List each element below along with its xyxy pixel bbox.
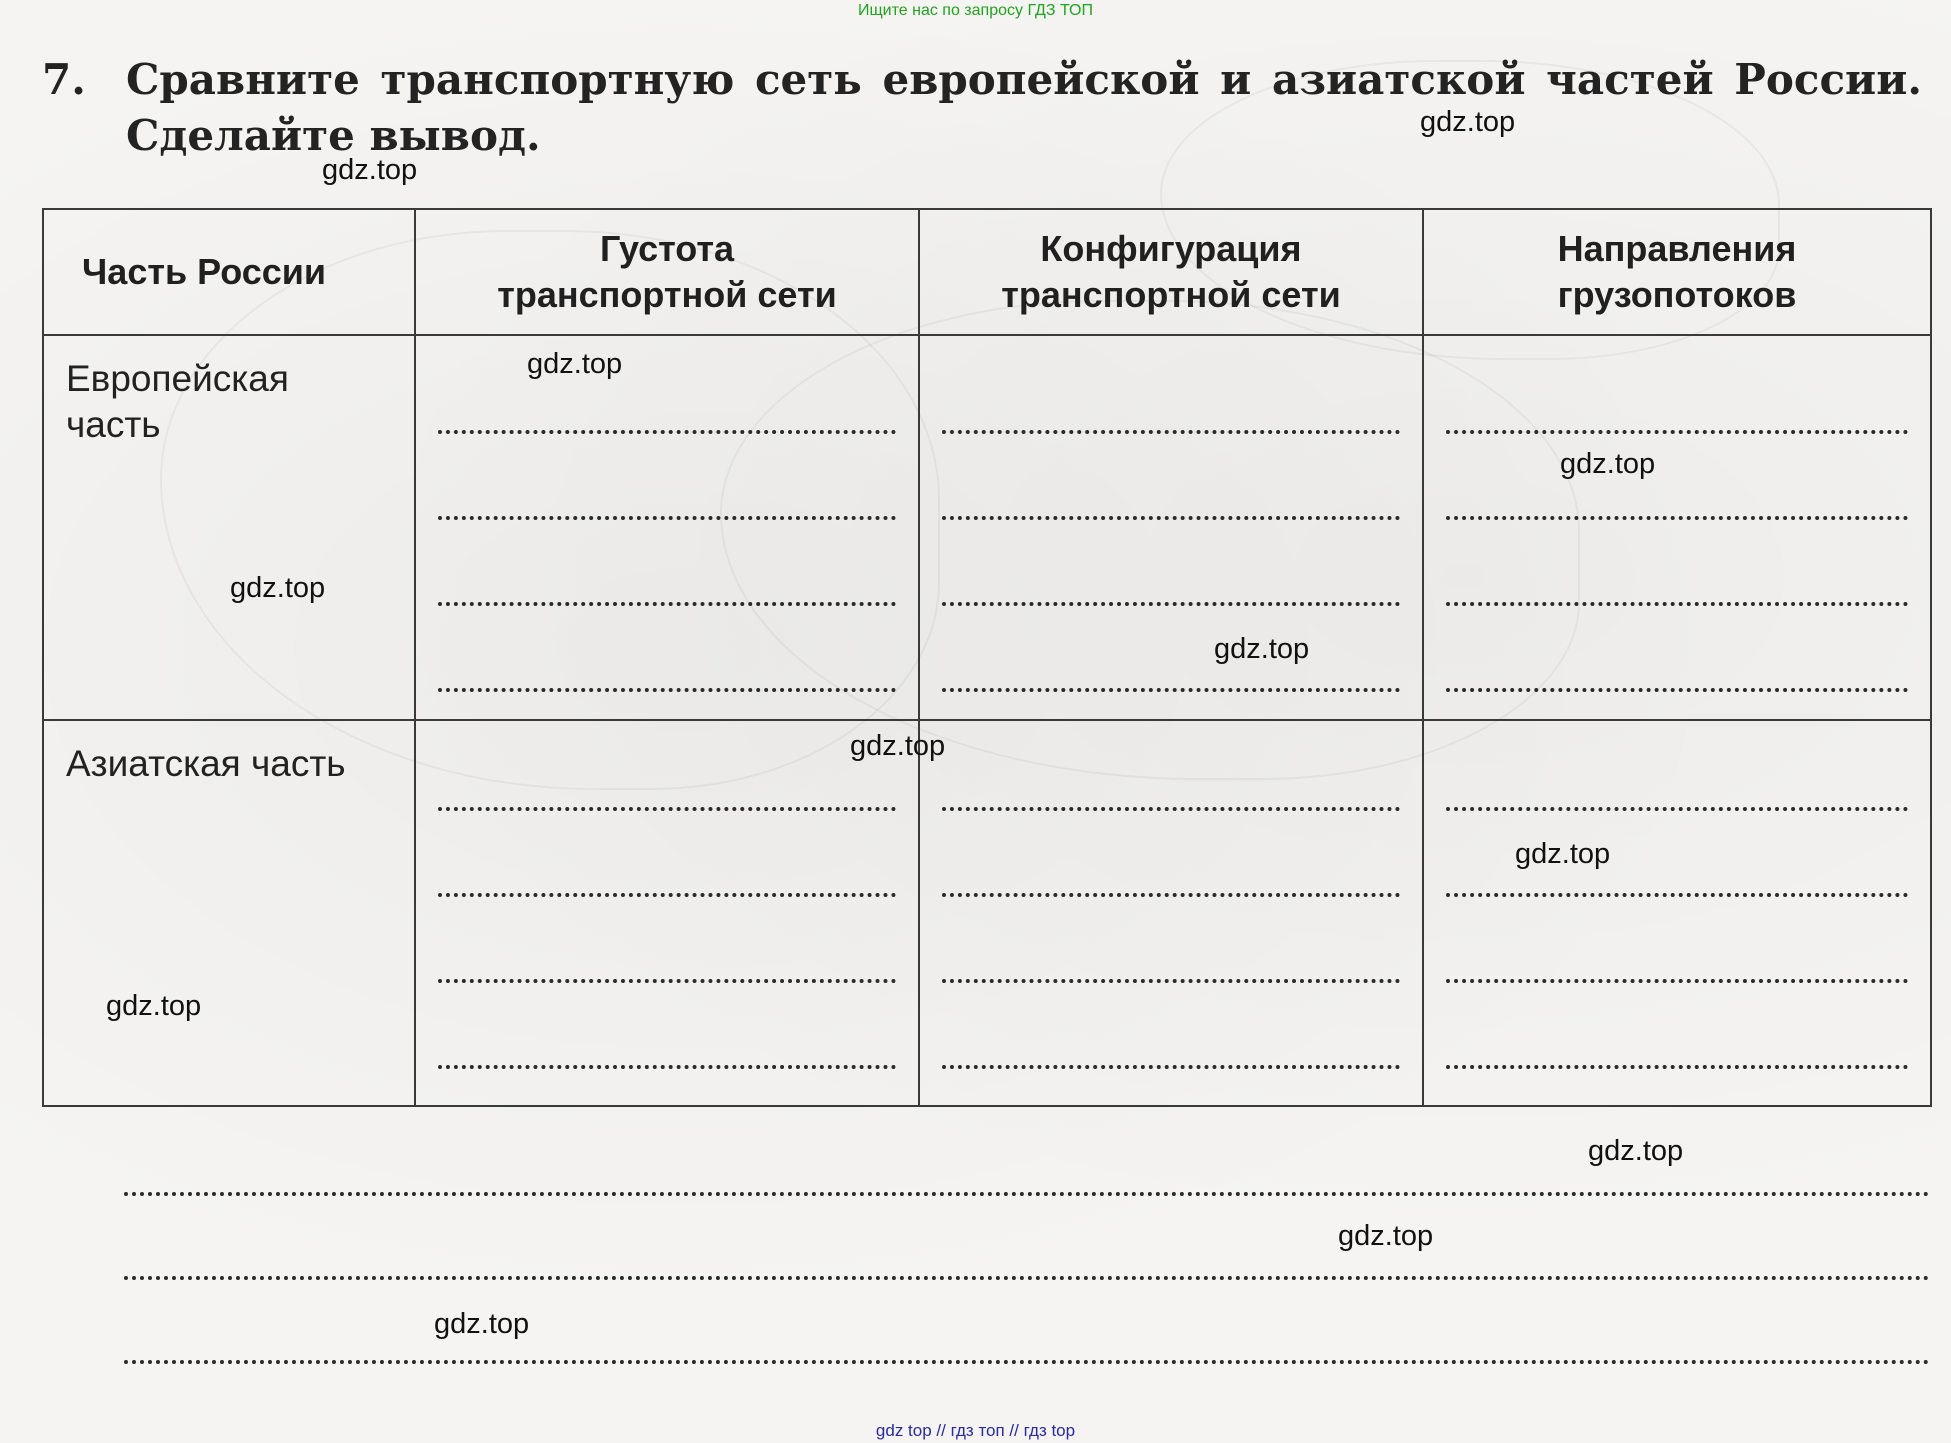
- answer-dotted-line: [942, 893, 1400, 897]
- answer-dotted-line: [438, 807, 896, 811]
- answer-dotted-line: [438, 1065, 896, 1069]
- answer-dotted-line: [942, 1065, 1400, 1069]
- task-text-line-1: [126, 52, 1922, 108]
- task-word: частей: [1546, 55, 1714, 104]
- watermark: gdz.top: [1338, 1220, 1434, 1252]
- task-word: России.: [1734, 55, 1922, 104]
- header-label: Часть России: [82, 251, 327, 292]
- answer-dotted-line: [942, 807, 1400, 811]
- task-word: и: [1220, 55, 1252, 104]
- row-label-european: [43, 335, 415, 720]
- answer-dotted-line: [1446, 688, 1908, 692]
- watermark: gdz.top: [1588, 1135, 1684, 1167]
- row-label-text: Европейская: [66, 358, 289, 399]
- task-word: сеть: [754, 55, 862, 104]
- conclusion-dotted-line[interactable]: [124, 1360, 1930, 1364]
- table-row-asian: [43, 720, 1931, 1106]
- watermark: gdz.top: [106, 990, 202, 1022]
- watermark: gdz.top: [1214, 633, 1310, 665]
- answer-dotted-line: [438, 688, 896, 692]
- top-banner[interactable]: Ищите нас по запросу ГДЗ ТОП: [858, 2, 1093, 19]
- answer-dotted-line: [1446, 1065, 1908, 1069]
- answer-dotted-line: [438, 979, 896, 983]
- answer-cell-european-directions[interactable]: [1423, 335, 1931, 720]
- answer-cell-asian-density[interactable]: [415, 720, 919, 1106]
- watermark: gdz.top: [1420, 106, 1516, 138]
- answer-dotted-line: [942, 688, 1400, 692]
- header-label: Направления: [1557, 228, 1797, 269]
- row-label-asian: [43, 720, 415, 1106]
- answer-dotted-line: [942, 602, 1400, 606]
- task-number: 7.: [42, 55, 86, 104]
- header-part-of-russia: [43, 209, 415, 335]
- row-label-text: Азиатская часть: [66, 743, 346, 784]
- header-label: грузопотоков: [1557, 274, 1797, 315]
- comparison-table: [42, 208, 1932, 1107]
- watermark: gdz.top: [322, 154, 418, 186]
- answer-dotted-line: [438, 430, 896, 434]
- watermark: gdz.top: [434, 1308, 530, 1340]
- watermark: gdz.top: [1560, 448, 1656, 480]
- header-label: транспортной сети: [1001, 274, 1341, 315]
- header-label: Густота: [599, 228, 735, 269]
- answer-cell-asian-directions[interactable]: [1423, 720, 1931, 1106]
- answer-cell-european-density[interactable]: [415, 335, 919, 720]
- answer-dotted-line: [438, 893, 896, 897]
- watermark: gdz.top: [230, 572, 326, 604]
- answer-dotted-line: [1446, 893, 1908, 897]
- task-word: транспортную: [380, 55, 735, 104]
- answer-dotted-line: [1446, 602, 1908, 606]
- answer-dotted-line: [942, 516, 1400, 520]
- task-text-line-2: Сделайте вывод.: [126, 111, 541, 160]
- task-word: европейской: [882, 55, 1200, 104]
- watermark: gdz.top: [850, 730, 946, 762]
- header-label: Конфигурация: [1040, 228, 1302, 269]
- header-label: транспортной сети: [497, 274, 837, 315]
- answer-dotted-line: [438, 516, 896, 520]
- answer-cell-european-configuration[interactable]: [919, 335, 1423, 720]
- answer-dotted-line: [1446, 807, 1908, 811]
- table-row-european: [43, 335, 1931, 720]
- header-network-density: [415, 209, 919, 335]
- watermark: gdz.top: [1515, 838, 1611, 870]
- answer-dotted-line: [1446, 516, 1908, 520]
- answer-cell-asian-configuration[interactable]: [919, 720, 1423, 1106]
- row-label-text: часть: [66, 404, 161, 445]
- task-word: Сравните: [126, 55, 360, 104]
- header-network-configuration: [919, 209, 1423, 335]
- table-header-row: [43, 209, 1931, 335]
- conclusion-dotted-line[interactable]: [124, 1192, 1930, 1196]
- answer-dotted-line: [942, 979, 1400, 983]
- answer-dotted-line: [438, 602, 896, 606]
- answer-dotted-line: [1446, 979, 1908, 983]
- header-cargo-directions: [1423, 209, 1931, 335]
- watermark: gdz.top: [527, 348, 623, 380]
- task-word: азиатской: [1272, 55, 1526, 104]
- answer-dotted-line: [942, 430, 1400, 434]
- bottom-banner[interactable]: gdz top // гдз топ // гдз top: [875, 1421, 1076, 1440]
- answer-dotted-line: [1446, 430, 1908, 434]
- conclusion-dotted-line[interactable]: [124, 1276, 1930, 1280]
